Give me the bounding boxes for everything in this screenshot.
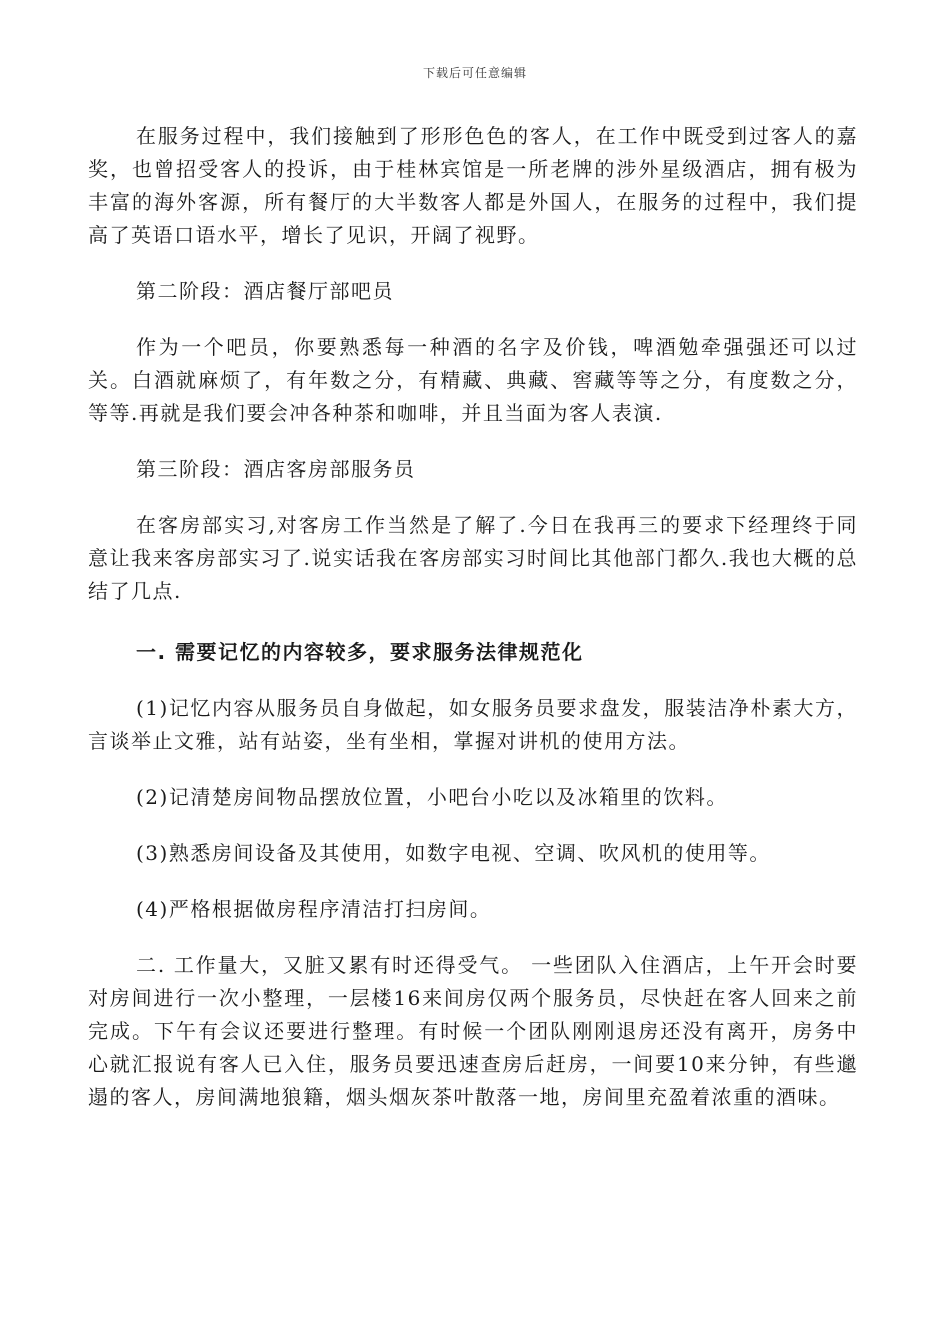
- paragraph-service-process: 在服务过程中，我们接触到了形形色色的客人，在工作中既受到过客人的嘉奖，也曾招受客人的投诉，由于桂林宾馆是一所老牌的涉外星级酒店，拥有极为丰富的海外客源，所有餐厅的大半数客人都是外国人，在服务的过程中，我们提高了英语口语水平，增长了见识，开阔了视野。: [88, 124, 858, 247]
- section-heading-point-one: 一. 需要记忆的内容较多，要求服务法律规范化: [136, 640, 584, 664]
- paragraph-point-two: 二. 工作量大，又脏又累有时还得受气。 一些团队入住酒店，上午开会时要对房间进行一次小整理，一层楼16来间房仅两个服务员，尽快赶在客人回来之前完成。下午有会议还要进行整理。有时候一个团队刚刚退房还没有离开，房务中心就汇报说有客人已入住，服务员要迅速查房后赶房，一间要10来分钟，有些邋遢的客人，房间满地狼籍，烟头烟灰茶叶散落一地，房间里充盈着浓重的酒味。: [88, 953, 858, 1109]
- paragraph-housekeeping-intro: 在客房部实习,对客房工作当然是了解了.今日在我再三的要求下经理终于同意让我来客房部实习了.说实话我在客房部实习时间比其他部门都久.我也大概的总结了几点.: [88, 513, 858, 603]
- list-item-1: (1)记忆内容从服务员自身做起，如女服务员要求盘发，服装洁净朴素大方，言谈举止文雅，站有站姿，坐有坐相，掌握对讲机的使用方法。: [88, 696, 858, 753]
- document-body: [88, 120, 858, 1114]
- section-heading-stage-two: 第二阶段：酒店餐厅部吧员: [136, 279, 394, 303]
- section-heading-stage-three: 第三阶段：酒店客房部服务员: [136, 457, 416, 481]
- list-item-4: (4)严格根据做房程序清洁打扫房间。: [136, 897, 492, 921]
- header-note: 下载后可任意编辑: [422, 66, 527, 80]
- list-item-2: (2)记清楚房间物品摆放位置，小吧台小吃以及冰箱里的饮料。: [136, 785, 728, 809]
- list-item-3: (3)熟悉房间设备及其使用，如数字电视、空调、吹风机的使用等。: [136, 841, 771, 865]
- paragraph-bar-staff: 作为一个吧员，你要熟悉每一种酒的名字及价钱，啤酒勉牵强强还可以过关。白酒就麻烦了，有年数之分，有精藏、典藏、窖藏等等之分，有度数之分，等等.再就是我们要会冲各种茶和咖啡，并且当面为客人表演.: [88, 335, 858, 425]
